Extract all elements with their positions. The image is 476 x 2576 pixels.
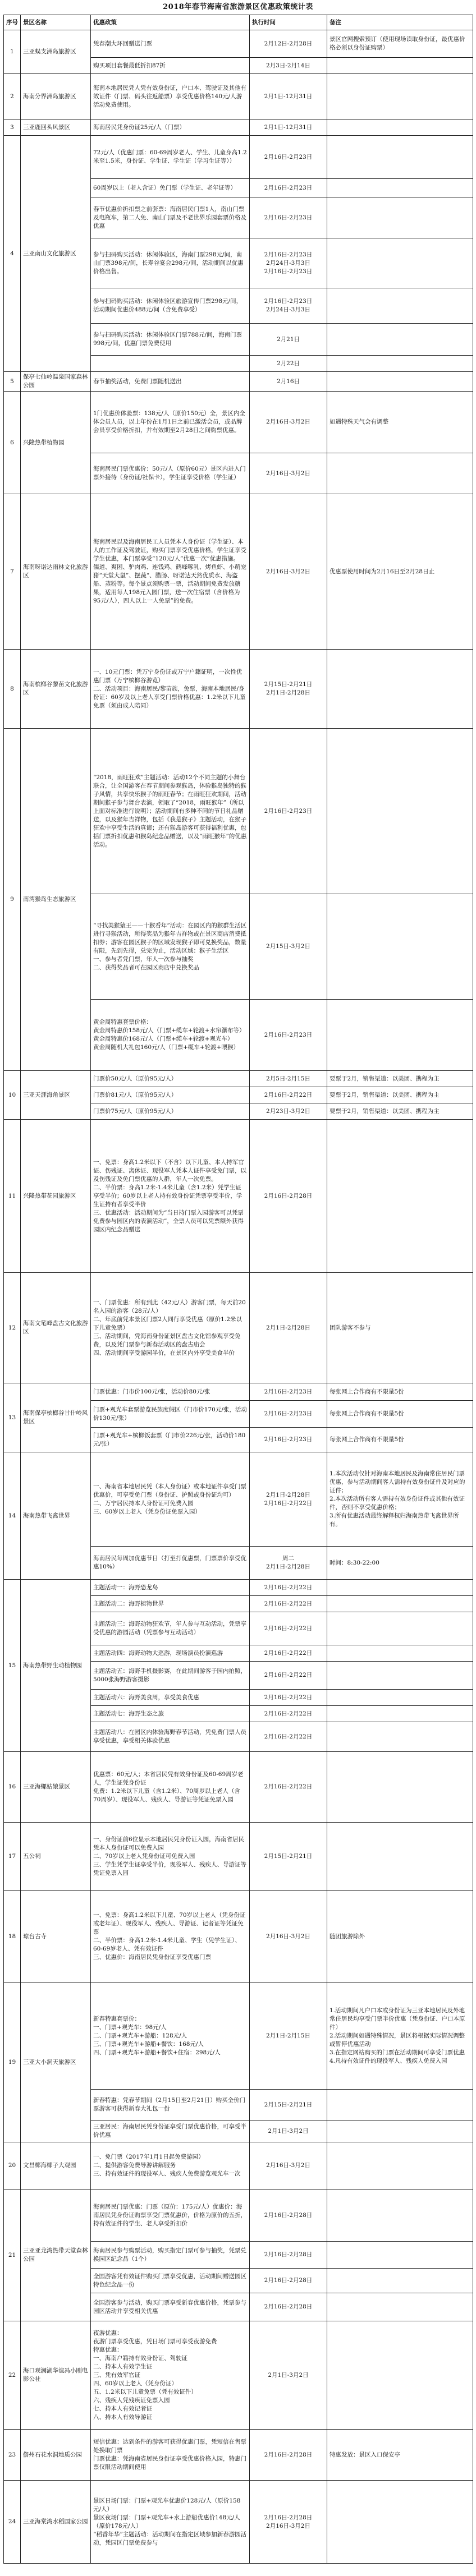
note-cell [327, 1823, 473, 1891]
note-cell: 优惠票使用时间为2月16日至2月28日止 [327, 494, 473, 650]
date-cell: 2月16日-2月23日 [250, 179, 327, 197]
note-cell: 1.本次活动仅针对海南本地居民及海南常住居民门票优惠，参与活动期间客人需持有效身份证件及对应的证件； 2.本次活动所有客人需持有效身份证件或其他有效证件，否则不享受优惠价格； 3.所有优惠活动最终解释权归海南热带飞禽世界所有。 [327, 1452, 473, 1547]
table-header [4, 15, 473, 30]
note-cell [327, 356, 473, 372]
policy-cell: 主题活动三：海野动物狂欢节，年人参与互动活动，凭票享受优惠的游园活动（凭票参与互动活动） [91, 1612, 250, 1645]
scenic-name: 海南槟榔谷黎苗文化旅游区 [21, 650, 91, 729]
date-cell: 2月1日-3月2日 [250, 2120, 327, 2142]
policy-cell: 短信优惠：达到条件的游客可获得优惠门票，凭短信在售票处换取门票 门票优惠：凭海南省居民身份证享受优惠价格入园，特惠门票仅限活动期间使用 [91, 2430, 250, 2481]
policy-cell: 海南本地居民凭人凭有效身份证，户口本、驾驶证及其他有效证件（门票、码头往返船票）享受优惠价格140元/人游活动免费使用。 [91, 74, 250, 119]
policy-cell: 门票优惠：门市价100元/张，活动价80元/张 [91, 1383, 250, 1401]
scenic-name: 三亚蜈支洲岛旅游区 [21, 30, 91, 74]
date-cell: 2月16日-2月22日 [250, 1087, 327, 1103]
date-cell: 2月16日-2月22日 [250, 1596, 327, 1612]
date-cell: 2月3日-2月14日 [250, 58, 327, 74]
table-row [4, 1752, 473, 1823]
policy-cell: 春节抽奖活动，免费门票随机送出 [91, 372, 250, 392]
table-row [4, 30, 473, 58]
policy-cell: 参与扫码购买活动：休闲体验区，海南门票298元/间，南山门票398元/间，长寿谷宴会298元/间，活动期间以优惠价格出售。 [91, 238, 250, 288]
policy-cell: 门票价50元/人（原价95元/人） [91, 1071, 250, 1087]
policy-cell: 主题活动四：海野动物大巡游，现场演员扮演巡游 [91, 1645, 250, 1662]
policy-cell: 海南居民凭身份证25元/人（门票） [91, 119, 250, 136]
date-cell: 2月16日-2月22日 [250, 1752, 327, 1823]
date-cell: 2月1日-2月15日 [250, 1982, 327, 2090]
row-number: 1 [4, 30, 21, 74]
header-scenic: 景区名称 [21, 15, 91, 30]
table-row [4, 1823, 473, 1891]
policy-cell: 主题活动二：海野植物世界 [91, 1596, 250, 1612]
policy-cell: 三亚居民：海南居民凭身份证享受门票优惠价格，可享受半价优惠 [91, 2120, 250, 2142]
note-cell: 要票于2月，销售渠道：以美团、携程为主 [327, 1103, 473, 1120]
page-title: 2018年春节海南省旅游景区优惠政策统计表 [163, 3, 313, 11]
date-cell: 2月16日-2月22日 [250, 1690, 327, 1706]
date-cell: 2月16日-2月23日 [250, 1000, 327, 1071]
note-cell: 每张网上合作商有不限量5份 [327, 1383, 473, 1401]
note-cell [327, 1000, 473, 1071]
note-cell [327, 2090, 473, 2120]
policy-cell: 全国游客参与活动，购买门票享受新春优惠价格，凭票参与园区活动并享受相关优惠 [91, 2293, 250, 2321]
date-cell: 2月15日-2月21日 2月1日-2月28日 [250, 650, 327, 729]
note-cell [327, 2142, 473, 2189]
note-cell [327, 1722, 473, 1752]
note-cell [327, 1645, 473, 1662]
date-cell: 2月15日-2月21日 [250, 2090, 327, 2120]
scenic-name: 海南热带飞禽世界 [21, 1452, 91, 1580]
date-cell: 2月16日-2月28日 [250, 2293, 327, 2321]
policy-cell: 海南居民每周加优惠节日（打至打优惠票，门票票价享受优惠10%） [91, 1547, 250, 1580]
table-row [4, 1273, 473, 1383]
date-cell: 2月15日-2月21日 [250, 1823, 327, 1891]
table-row [4, 729, 473, 894]
note-cell: 景区官网搜索预订（使用现场读取身份证，最优惠价格必须以身份证购票） [327, 30, 473, 58]
table-body [4, 30, 473, 2564]
row-number: 2 [4, 74, 21, 119]
row-number: 15 [4, 1580, 21, 1752]
note-cell: 每张网上合作商有不限量5份 [327, 1428, 473, 1452]
date-cell: 2月16日-2月28日 [250, 1120, 327, 1273]
scenic-name: 海南热带野生动植物园 [21, 1580, 91, 1752]
scenic-name: 三亚海棠湾水稻国家公园 [21, 2481, 91, 2564]
date-cell: 2月16日-2月22日 [250, 1722, 327, 1752]
policy-cell: 参与扫码购买活动：休闲体验区门票788元/间，海南门票998元/间，优惠门票免费使用 [91, 324, 250, 356]
note-cell [327, 324, 473, 356]
policy-cell: “寻找美猴猿王——十猴看年”活动：在园区内的猴群生活区进行寻猴活动，所得奖品为猴年吉祥物或在景区商店消费抵扣券；游客在园区猴子的区域发现猴子即可兑换奖品，数量有限，先到先得，兑完为止，活动区域：猴子生活区 一、参与者凭门票，年人一次参与抽奖 二、获得奖品者可在园区商店中兑换奖品 [91, 894, 250, 1000]
table-row [4, 2142, 473, 2189]
date-cell: 2月16日-2月22日 [250, 1612, 327, 1645]
scenic-name: 儋州石花水洞地质公园 [21, 2430, 91, 2481]
policy-cell: 优惠票：60元/人；本省居民凭有效身份证及60-69周岁老人，学生证凭身份证 免费：1.2米以下儿童（含1.2米）、70周岁以上老人（含70周岁）、现役军人、残疾人、导游证等凭证免票入园 [91, 1752, 250, 1823]
policy-cell: 门票+观光车套票游览民族度假区（门市价170元/张，活动价130元/张） [91, 1401, 250, 1428]
note-cell [327, 1662, 473, 1690]
row-number: 22 [4, 2321, 21, 2430]
row-number: 7 [4, 494, 21, 650]
note-cell [327, 1580, 473, 1596]
table-row [4, 1120, 473, 1273]
scenic-name: 三亚海螺姑娘景区 [21, 1752, 91, 1823]
table-row [4, 2481, 473, 2564]
scenic-name: 文昌椰海椰子大观园 [21, 2142, 91, 2189]
date-cell: 2月16日-2月28日 [250, 2269, 327, 2293]
policy-cell: 新春特惠：凭春节期间（2月15日至2月21日）购买全价门票游客可获得新春大礼包一份 [91, 2090, 250, 2120]
date-cell: 2月16日-2月23日 [250, 1401, 327, 1428]
table-row [4, 1071, 473, 1087]
date-cell: 2月15日-3月2日 [250, 894, 327, 1000]
row-number: 13 [4, 1383, 21, 1452]
policy-cell: 主题活动七：海野生态之旅 [91, 1706, 250, 1722]
date-cell: 2月21日 [250, 324, 327, 356]
policy-cell: 一、免票：身高1.2米以下（不含）以下儿童、本人持军官证、伤残证、离休证、现役军人凭本人证件享受免门票，以及伤残证及免门票优惠的人群，年人一次免票。 二、半价票：身高1.2米-1.4米儿童（含1.2米）凭学生证享受半价；60岁以上老人持有效身份证凭票享受半价，学生证持有者享受半价 三、优惠活动：活动期间为“当日持门票入园游客可以凭票免费参与园区内的表演活动”，全票人员可以凭票额外获得园区内纪念品赠送 [91, 1120, 250, 1273]
header-note: 备注 [327, 15, 473, 30]
policy-cell: 门票价81元/人（原价95元/人） [91, 1087, 250, 1103]
policy-cell: 1门优惠价体验票：138元/人（原价150元）全，景区内全体会员人员，以上年份在1月1日之前已激活会员，或品牌会员享受价格折扣，并有效期至2月28日之间购票优惠。 [91, 392, 250, 453]
note-cell [327, 179, 473, 197]
table-row [4, 494, 473, 650]
policy-cell: 景区日场门票：门票+观光车优惠价128元/人（原价158元/人） 景区夜场门票：门票+观光车+水上游船优惠价148元/人（原价178元/人） “稻香年华”主题活动：活动期间在指定区域参加新春游园活动，凭园区门票免费参与 [91, 2481, 250, 2564]
scenic-name: 三亚天涯海角景区 [21, 1071, 91, 1120]
policy-cell: 海南居民参与购票活动，购买指定门票可参与抽奖，凭票兑换园区纪念品（1个） [91, 2242, 250, 2269]
scenic-name: 三亚南山文化旅游区 [21, 136, 91, 372]
date-cell: 2月16日-2月22日 [250, 1645, 327, 1662]
table-row [4, 2189, 473, 2242]
scenic-name: 南湾猴岛生态旅游区 [21, 729, 91, 1071]
note-cell [327, 74, 473, 119]
policy-cell: 一、免门票（2017年1月1日起免费游园） 二、提供游客免费导游讲解服务 三、持有效证件的现役军人、残疾人免费游览观光车一次 [91, 2142, 250, 2189]
note-cell [327, 650, 473, 729]
table-row [4, 119, 473, 136]
header-policy: 优惠政策 [91, 15, 250, 30]
row-number: 19 [4, 1982, 21, 2142]
note-cell: 1.活动期间凡户口本或身份证为三亚本地居民及外地常住居民均享受门票半价优惠（凭身份证、户口本原件） 2.活动期间如遇特殊情况，景区将根据实际情况调整或暂停优惠活动 3.在指定网站购买的门票在活动期间可享受门票优惠 4.凡持有效证件的现役军人、残疾人免费入园 [327, 1982, 473, 2090]
policy-cell: 一、门票优惠：所有到此（42元/人）游客门票，每天前20名入园的游客（28元/人） 二、年底前凭本景区门票2人同行享受优惠（原价1.2米以下儿童免票） 三、活动期间，凭海南身份证景区盘古文化馆参观享受免费，以及凭门票参与新春活动区的盘古庙会 四、活动期间享受游园半价，在景区内外享受美食半价 [91, 1273, 250, 1383]
scenic-name: 海南文笔峰盘古文化旅游区 [21, 1273, 91, 1383]
scenic-name: 海南保亭槟榔谷甘什岭风景区 [21, 1383, 91, 1452]
note-cell [327, 1706, 473, 1722]
policy-cell: “2018，雨旺狂欢”主题活动：活动12个不同主题的小舞台联合，让全国游客在春节期间参观猴岛，体验猴岛独特的猴子风情，共享快乐猴子的雨旺春节；在雨旺狂欢期间，活动期间猴子参与舞台表演，领取了“2018，雨旺猴年”（所以上面对标准进行说明）；活动期间有多种不同的节日礼品赠送，以及猴年吉祥物，包括《我是猴子》主题活动，在猴子狂欢中享受生活的真谛；还有猴岛游客可获得福利优惠，包括门票折扣优惠和猴岛纪念品赠送，以及“雨旺猴年”的优惠活动。 [91, 729, 250, 894]
row-number: 21 [4, 2189, 21, 2321]
note-cell: 每张网上合作商有不限量5份 [327, 1401, 473, 1428]
date-cell: 2月16日-3月2日 [250, 453, 327, 494]
date-cell: 2月23日-3月2日 [250, 1103, 327, 1120]
scenic-name: 保亭七仙岭温泉国家森林公园 [21, 372, 91, 392]
table-row [4, 1982, 473, 2090]
date-cell: 2月16日-3月2日 [250, 2142, 327, 2189]
note-cell [327, 729, 473, 894]
row-number: 11 [4, 1120, 21, 1273]
policy-cell: 新春特惠套票价： 一、门票+观光车：98元/人 二、门票+观光车+游船：128元/人 三、门票+观光车+游船+餐饮：168元/人 四、门票+观光车+游船+餐饮+住宿：298元/人 [91, 1982, 250, 2090]
note-cell: 团队游客不参与 [327, 1273, 473, 1383]
policy-cell: 72元/人（优惠门票：60-69周岁老人、学生、儿童身高1.2米至1.5米，身份证、学生证、学生证（学习生证等）） [91, 136, 250, 179]
row-number: 17 [4, 1823, 21, 1891]
date-cell: 2月5日-2月15日 [250, 1071, 327, 1087]
note-cell [327, 2189, 473, 2242]
scenic-name: 海口观澜湖华谊冯小刚电影公社 [21, 2321, 91, 2430]
date-cell: 2月16日-2月23日 [250, 197, 327, 238]
note-cell [327, 197, 473, 238]
note-cell [327, 894, 473, 1000]
policy-cell: 门票+观光车+槟榔饭套票（门市价226元/张，活动价180元/张） [91, 1428, 250, 1452]
document-sheet [3, 0, 473, 2564]
policy-cell: 参与扫码购买活动：休闲体验区旅游宣传门票298元/间，活动期间优惠价488元/间（含免费享受） [91, 288, 250, 324]
note-cell [327, 1752, 473, 1823]
row-number: 16 [4, 1752, 21, 1823]
scenic-name: 三亚亚龙湾热带天堂森林公园 [21, 2189, 91, 2321]
note-cell [327, 288, 473, 324]
policy-cell: 海南居民门票优惠价：50元/人（原价60元）景区内进入门票外接待（身份证/社保卡），学生证享受价格（学生证） [91, 453, 250, 494]
row-number: 14 [4, 1452, 21, 1580]
table-row [4, 2321, 473, 2430]
note-cell [327, 2120, 473, 2142]
policy-cell: 一、免票：身高1.2米以下儿童、70岁以上老人（凭身份证或老年证）、现役军人、残疾人、导游证、记者证等凭证免票 二、半价票：身高1.2米-1.4米儿童、学生（凭学生证）、60-69岁老人、凭有效证件 三、优惠价：海南居民凭身份证享受优惠门票 [91, 1891, 250, 1982]
note-cell [327, 136, 473, 179]
table-row [4, 74, 473, 119]
date-cell: 2月16日-3月2日 [250, 494, 327, 650]
row-number: 10 [4, 1071, 21, 1120]
date-cell: 2月16日-2月23日 2月24日-3月3日 [250, 288, 327, 324]
policy-cell: 主题活动五：海野手机摄影赛，在此期间游客于园内拍照，5000张海野游客摄影 [91, 1662, 250, 1690]
row-number: 4 [4, 136, 21, 372]
policy-cell: 凭春潮大环回赠送门票 [91, 30, 250, 58]
table-row [4, 372, 473, 392]
scenic-name: 海南分界洲岛旅游区 [21, 74, 91, 119]
policy-cell: 全国游客凭有效证件购买门票享受优惠，活动期间赠送园区特色纪念品一份 [91, 2269, 250, 2293]
note-cell: 要票于2月，销售渠道：以美团、携程为主 [327, 1087, 473, 1103]
date-cell: 2月16日-2月22日 [250, 1662, 327, 1690]
row-number: 5 [4, 372, 21, 392]
table-row [4, 1383, 473, 1401]
policy-cell: 门票价75元/人（原价95元/人） [91, 1103, 250, 1120]
policy-cell: 海南居民门票优惠：门票（原价：175元/人）优惠价：海南居民凭身份证购票享受门票优惠价，价格为原价的五折，持有效证件的学生、老人享受折扣价 [91, 2189, 250, 2242]
scenic-name: 琼台古寺 [21, 1891, 91, 1982]
date-cell: 2月16日-2月23日 [250, 729, 327, 894]
date-cell: 2月16日-2月23日 [250, 1383, 327, 1401]
scenic-name: 海南呀诺达雨林文化旅游区 [21, 494, 91, 650]
policy-cell: 主题活动八：在园区内体验海野春节活动，凭免费门票人员享受优惠，享受相关体验优惠 [91, 1722, 250, 1752]
date-cell: 2月1日-12月31日 [250, 74, 327, 119]
scenic-name: 三亚鹿回头风景区 [21, 119, 91, 136]
row-number: 9 [4, 729, 21, 1071]
date-cell: 2月16日-2月28日 [250, 2430, 327, 2481]
date-cell: 2月16日-3月2日 [250, 1891, 327, 1982]
date-cell: 2月16日 [250, 372, 327, 392]
row-number: 6 [4, 392, 21, 494]
note-cell: 如遇特殊天气会有调整 [327, 392, 473, 453]
policy-cell: 主题活动一：海野恐龙岛 [91, 1580, 250, 1596]
header-date: 执行时间 [250, 15, 327, 30]
scenic-name: 三亚大小洞天旅游区 [21, 1982, 91, 2142]
note-cell: 特惠发放：景区入口保安亭 [327, 2430, 473, 2481]
row-number: 18 [4, 1891, 21, 1982]
scenic-name: 兴隆热带花园旅游区 [21, 1120, 91, 1273]
table-row [4, 1580, 473, 1596]
note-cell [327, 453, 473, 494]
policy-cell: 主题活动六：海野美食周，享受美食优惠 [91, 1690, 250, 1706]
note-cell [327, 1596, 473, 1612]
note-cell [327, 1612, 473, 1645]
date-cell: 2月1日-2月28日 2月16日-2月22日 [250, 1452, 327, 1547]
policy-cell: 海南居民以及海南居民工人员凭本人身份证（学生证）、本人的工作证及驾驶证，购买门票享受优惠价格，学生证享受学生优惠，本门票享受“120元/人”优惠一次”优惠措施。 儒道、爽困、驴肉鸡、连钱鸡、鹤峰啄乳、烤鱼虾、小萌宠猪“天堂大鼠”、摆蔬“、腊肠、呀诺达天然优质水、海盗船、蒸粉等。每个景点须购票一票，活动期间免费发放糖果，适用每人198元入园门票，送一次住宿票（含价格为95元/人），四人以上一人免票”的免费。 [91, 494, 250, 650]
policy-cell: 夜游优惠： 夜游门票享受优惠，凭日场门票可享受夜游免费 特惠优惠： 一、海南户籍持有效身份证、驾驶证 二、持本人有效学生证 三、凭有效军官证 四、60岁以上老人（凭身份证） 五、1.2米以下儿童免票（凭有效证件） 六、残疾人凭残疾证免票入园 七、持本人有效记者证 八、持本人有效导游证 [91, 2321, 250, 2430]
date-cell: 2月16日-2月22日 [250, 1580, 327, 1596]
row-number: 12 [4, 1273, 21, 1383]
date-cell: 2月16日-2月22日 [250, 1706, 327, 1722]
scenic-name: 兴隆热带植物园 [21, 392, 91, 494]
policy-cell: 60周岁以上（老人含证）免门票（学生证、老年证等） [91, 179, 250, 197]
table-row [4, 1891, 473, 1982]
note-cell [327, 2321, 473, 2430]
note-cell [327, 1690, 473, 1706]
date-cell: 2月16日-3月2日 [250, 392, 327, 453]
date-cell: 2月16日-2月28日 [250, 2242, 327, 2269]
date-cell: 2月22日 [250, 356, 327, 372]
policy-cell: 一、10元门票：凭万宁身份证或万宁户籍证明，一次性优惠门票（万宁槟榔谷游览） 二、活动项目：海南居民/黎苗族，免票，海南本地居民/身份证：60岁及以上老人享受门票价格优惠：1.2米以下儿童免票（须由成人陪同） [91, 650, 250, 729]
table-row [4, 650, 473, 729]
policy-table [3, 15, 473, 2564]
policy-cell [91, 356, 250, 372]
note-cell [327, 119, 473, 136]
row-number: 3 [4, 119, 21, 136]
row-number: 20 [4, 2142, 21, 2189]
policy-cell: 购买项目套餐最低折扣87折 [91, 58, 250, 74]
date-cell: 2月16日-2月23日 [250, 136, 327, 179]
note-cell [327, 2242, 473, 2269]
date-cell: 2月16日-2月23日 2月24日-3月3日 2月16日-2月23日 [250, 238, 327, 288]
policy-cell: 春节优惠价折扣票之前套票：海南居民门票1人，南山门票及电瓶车，第二人免、南山门票及不老世界乐园套票价格及优惠 [91, 197, 250, 238]
date-cell: 2月16日-2月28日 2月16日-3月2日 [250, 2481, 327, 2564]
scenic-name: 五公祠 [21, 1823, 91, 1891]
date-cell: 2月16日-2月28日 [250, 2189, 327, 2242]
table-row [4, 1452, 473, 1547]
note-cell: 要票于2月，销售渠道：以美团、携程为主 [327, 1071, 473, 1087]
date-cell: 2月16日-2月23日 [250, 1428, 327, 1452]
date-cell: 周二 2月1日-2月28日 [250, 1547, 327, 1580]
note-cell: 时间：8:30-22:00 [327, 1547, 473, 1580]
date-cell: 2月1日-3月2日 [250, 2321, 327, 2430]
row-number: 8 [4, 650, 21, 729]
table-row [4, 136, 473, 179]
date-cell: 2月12日-2月28日 [250, 30, 327, 58]
policy-cell: 一、海南省本地居民凭（本人身份证）或本地证件享受门票优惠价，可享受免门票（身份证、护照或身份证均可） 二、万宁居民持本人身份证可免费入园 三、60岁以上老人（凭身份证免票入园） [91, 1452, 250, 1547]
table-row [4, 2430, 473, 2481]
note-cell [327, 2293, 473, 2321]
note-cell [327, 2481, 473, 2564]
note-cell: 随团旅游除外 [327, 1891, 473, 1982]
policy-cell: 一、身份证前6位显示本地居民凭身份证入园，海南省居民凭本人身份证可以免费入园 二、70岁以上老人凭身份证可免费入园 三、学生凭学生证享受半价，现役军人、残疾人、导游证等凭证免票入园 [91, 1823, 250, 1891]
date-cell: 2月1日-12月31日 [250, 119, 327, 136]
note-cell [327, 2269, 473, 2293]
header-no: 序号 [4, 15, 21, 30]
table-row [4, 392, 473, 453]
row-number: 24 [4, 2481, 21, 2564]
note-cell [327, 372, 473, 392]
row-number: 23 [4, 2430, 21, 2481]
policy-cell: 黄金周特惠套票价格： 黄金周特惠价158元/人（门票+缆车+轮渡+水帘瀑布等） 黄金周特惠价168元/人（门票+缆车+轮渡+观光车） 黄金周随机大礼包160元/人（门票+缆车+轮渡+喂猴） [91, 1000, 250, 1071]
note-cell [327, 238, 473, 288]
date-cell: 2月1日-2月28日 [250, 1273, 327, 1383]
note-cell [327, 58, 473, 74]
note-cell [327, 1120, 473, 1273]
